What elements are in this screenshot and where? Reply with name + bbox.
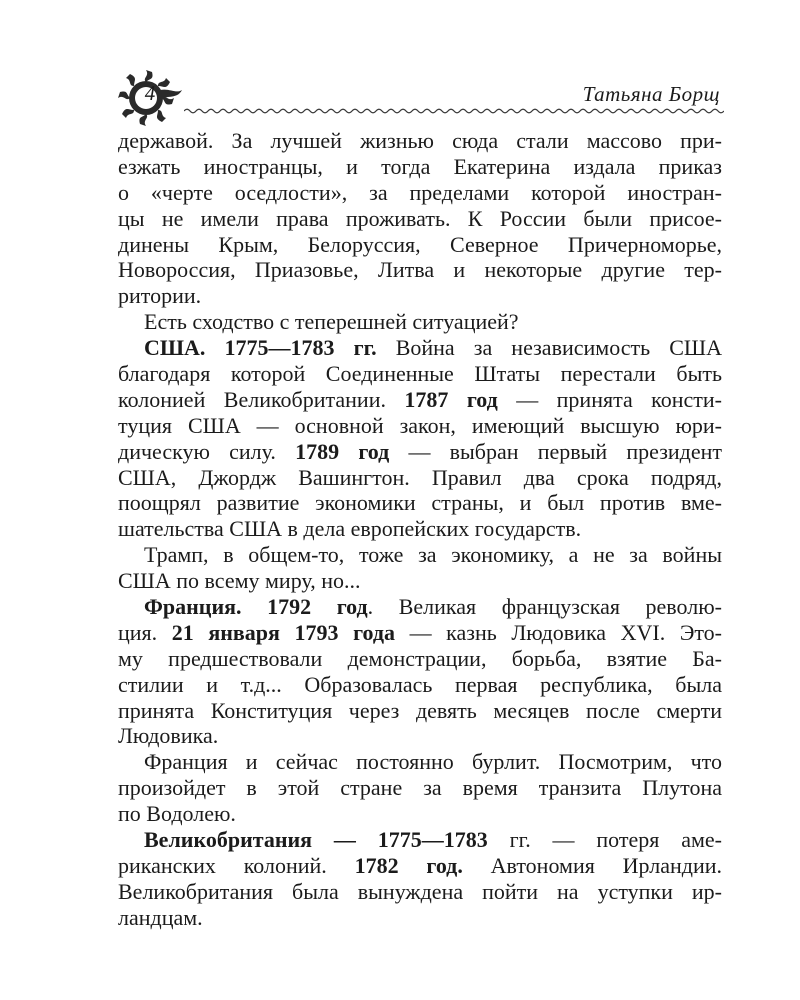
text-run: по Водолею. xyxy=(118,801,236,827)
wavy-header-rule xyxy=(184,106,724,116)
bold-text-run: Франция. 1792 год xyxy=(144,594,368,620)
text-line xyxy=(118,853,722,879)
text-run: принята Конституция через девять месяцев после смерти xyxy=(118,697,722,723)
text-run: стилии и т.д... Образовалась первая республика, была xyxy=(118,671,722,697)
text-line xyxy=(118,232,722,258)
text-run: о «черте оседлости», за пределами которой иностран- xyxy=(118,179,722,205)
text-run: колонией Великобритании. xyxy=(118,386,405,412)
text-run: му предшествовали демонстрации, борьба, взятие Ба- xyxy=(118,645,722,671)
text-line xyxy=(118,723,722,749)
text-run: — принята консти- xyxy=(497,386,722,412)
text-line xyxy=(118,283,722,309)
text-line xyxy=(118,206,722,232)
text-line xyxy=(118,439,722,465)
text-line xyxy=(118,672,722,698)
text-run: . Великая французская револю- xyxy=(367,594,722,620)
paragraph xyxy=(118,335,722,542)
text-line xyxy=(118,154,722,180)
text-line xyxy=(118,465,722,491)
text-line xyxy=(118,620,722,646)
text-run: ландцам. xyxy=(118,904,203,930)
paragraph xyxy=(118,542,722,594)
paragraph xyxy=(118,594,722,749)
text-line xyxy=(118,180,722,206)
text-run: державой. За лучшей жизнью сюда стали массово при- xyxy=(118,128,722,153)
text-line xyxy=(118,698,722,724)
bold-text-run: 21 января 1793 года xyxy=(171,619,396,645)
text-run: ция. xyxy=(118,619,172,645)
paragraph xyxy=(118,309,722,335)
text-line xyxy=(118,516,722,542)
text-line xyxy=(118,749,722,775)
text-run: — выбран первый президент xyxy=(389,438,722,464)
text-run: США по всему миру, но... xyxy=(118,568,361,594)
text-line xyxy=(118,542,722,568)
text-run: Война за независимость США xyxy=(376,335,722,361)
text-run: езжать иностранцы, и тогда Екатерина издала приказ xyxy=(118,153,722,179)
text-line xyxy=(118,568,722,594)
text-run: Автономия Ирландии. xyxy=(462,852,723,878)
paragraph xyxy=(118,128,722,309)
text-line xyxy=(118,775,722,801)
text-line xyxy=(118,335,722,361)
text-run: — казнь Людовика XVI. Это- xyxy=(395,619,722,645)
text-line xyxy=(118,128,722,154)
text-run: шательства США в дела европейских государств. xyxy=(118,516,582,542)
text-line xyxy=(118,257,722,283)
text-line xyxy=(118,646,722,672)
text-run: риканских колоний. xyxy=(118,852,355,878)
text-line xyxy=(118,905,722,931)
text-run: поощрял развитие экономики страны, и был против вме- xyxy=(118,490,722,516)
bold-text-run: США. 1775—1783 гг. xyxy=(144,335,377,361)
bold-text-run: 1782 год. xyxy=(354,852,463,878)
text-run: Людовика. xyxy=(118,723,219,749)
text-run: динены Крым, Белоруссия, Северное Причерноморье, xyxy=(118,231,722,257)
text-line xyxy=(118,801,722,827)
bold-text-run: Великобритания — 1775—1783 xyxy=(144,827,488,853)
bold-text-run: 1789 год xyxy=(295,438,390,464)
paragraph xyxy=(118,827,722,931)
text-run: благодаря которой Соединенные Штаты перестали быть xyxy=(118,361,722,387)
text-line xyxy=(118,387,722,413)
running-head-author: Татьяна Борщ xyxy=(582,82,720,106)
text-line xyxy=(118,594,722,620)
text-line xyxy=(118,309,722,335)
text-line xyxy=(118,879,722,905)
text-run: ритории. xyxy=(118,283,202,309)
page-number: 4 xyxy=(144,81,156,105)
text-line xyxy=(118,413,722,439)
text-run: Франция и сейчас постоянно бурлит. Посмотрим, что xyxy=(144,749,722,775)
text-run: Трамп, в общем-то, тоже за экономику, а не за войны xyxy=(144,542,722,568)
text-run: Есть сходство с теперешней ситуацией? xyxy=(144,309,519,335)
paragraph xyxy=(118,749,722,827)
text-run: США, Джордж Вашингтон. Правил два срока подряд, xyxy=(118,464,722,490)
text-line xyxy=(118,827,722,853)
text-run: Новороссия, Приазовье, Литва и некоторые другие тер- xyxy=(118,257,722,283)
text-line xyxy=(118,361,722,387)
text-run: туция США — основной закон, имеющий высшую юри- xyxy=(118,412,722,438)
bold-text-run: 1787 год xyxy=(404,386,498,412)
text-run: произойдет в этой стране за время транзита Плутона xyxy=(118,775,722,801)
text-run: дическую силу. xyxy=(118,438,296,464)
text-run: Великобритания была вынуждена пойти на уступки ир- xyxy=(118,878,722,904)
body-text xyxy=(118,128,722,931)
text-run: цы не имели права проживать. К России были присое- xyxy=(118,205,722,231)
text-line xyxy=(118,490,722,516)
text-run: гг. — потеря аме- xyxy=(487,827,722,853)
